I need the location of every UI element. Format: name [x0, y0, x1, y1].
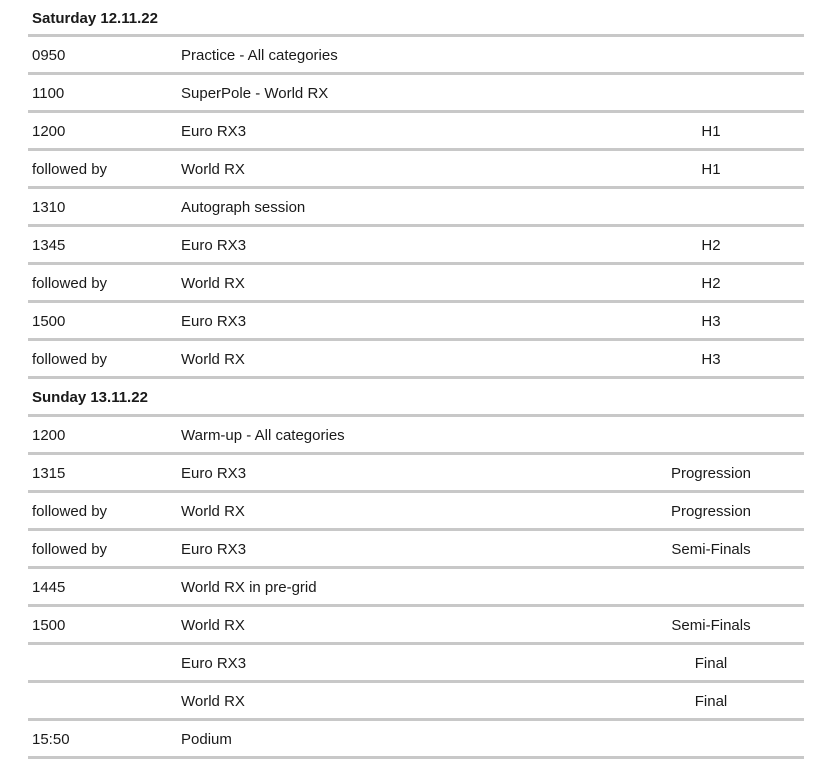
session-time: 1345: [32, 237, 66, 254]
session-time: 0950: [32, 47, 66, 64]
session-event: World RX: [181, 351, 245, 368]
day-header: Sunday 13.11.22: [28, 379, 804, 417]
schedule-row: [28, 37, 804, 75]
session-heat: Progression: [670, 503, 752, 520]
schedule-row: [28, 569, 804, 607]
session-heat: H2: [701, 237, 721, 254]
session-time: 1200: [32, 123, 66, 140]
session-event: SuperPole - World RX: [181, 85, 329, 102]
session-event: Practice - All categories: [181, 47, 338, 64]
session-event: World RX: [181, 617, 245, 634]
session-time: 1445: [32, 579, 66, 596]
session-event: World RX: [181, 503, 245, 520]
session-time: 1315: [32, 465, 66, 482]
schedule-row: [28, 417, 804, 455]
session-event: Euro RX3: [181, 237, 247, 254]
event-schedule: [28, 0, 804, 759]
session-heat: H3: [701, 313, 721, 330]
session-heat: [621, 75, 801, 110]
schedule-row: [28, 683, 804, 721]
schedule-row: [28, 113, 804, 151]
schedule-row: [28, 151, 804, 189]
session-heat: [621, 569, 801, 604]
schedule-row: [28, 227, 804, 265]
session-time: 1500: [32, 313, 66, 330]
session-time: followed by: [32, 351, 108, 368]
schedule-row: [28, 721, 804, 759]
session-heat: H3: [701, 351, 721, 368]
session-heat: [621, 417, 801, 452]
session-event: World RX: [181, 161, 245, 178]
schedule-row: [28, 455, 804, 493]
session-time: followed by: [32, 503, 108, 520]
session-time: followed by: [32, 541, 108, 558]
schedule-row: [28, 607, 804, 645]
day-header: Saturday 12.11.22: [28, 0, 804, 37]
session-event: Euro RX3: [181, 123, 247, 140]
schedule-row: [28, 531, 804, 569]
session-heat: [621, 189, 801, 224]
session-heat: Final: [694, 655, 728, 672]
session-heat: Final: [694, 693, 728, 710]
session-time: 1100: [32, 85, 65, 102]
session-event: World RX in pre-grid: [181, 579, 317, 596]
schedule-row: [28, 265, 804, 303]
session-heat: Progression: [670, 465, 752, 482]
session-event: World RX: [181, 275, 245, 292]
schedule-row: [28, 341, 804, 379]
session-time: 1310: [32, 199, 66, 216]
session-event: Podium: [181, 731, 232, 748]
session-time: followed by: [32, 275, 108, 292]
session-time: [28, 683, 181, 718]
session-event: Euro RX3: [181, 465, 247, 482]
session-time: [28, 645, 181, 680]
session-heat: Semi-Finals: [671, 617, 751, 634]
session-time: 15:50: [32, 731, 70, 748]
session-time: 1200: [32, 427, 66, 444]
schedule-row: [28, 189, 804, 227]
session-heat: [621, 721, 801, 756]
schedule-row: [28, 303, 804, 341]
session-event: Warm-up - All categories: [181, 427, 345, 444]
session-event: Euro RX3: [181, 313, 247, 330]
session-event: World RX: [181, 693, 245, 710]
session-event: Euro RX3: [181, 541, 247, 558]
session-heat: [621, 37, 801, 72]
session-time: 1500: [32, 617, 66, 634]
schedule-row: [28, 493, 804, 531]
schedule-row: [28, 75, 804, 113]
session-heat: H1: [701, 123, 721, 140]
session-heat: H1: [701, 161, 721, 178]
session-heat: Semi-Finals: [671, 541, 751, 558]
session-event: Autograph session: [181, 199, 306, 216]
schedule-row: [28, 645, 804, 683]
session-heat: H2: [701, 275, 721, 292]
session-time: followed by: [32, 161, 108, 178]
session-event: Euro RX3: [181, 655, 247, 672]
